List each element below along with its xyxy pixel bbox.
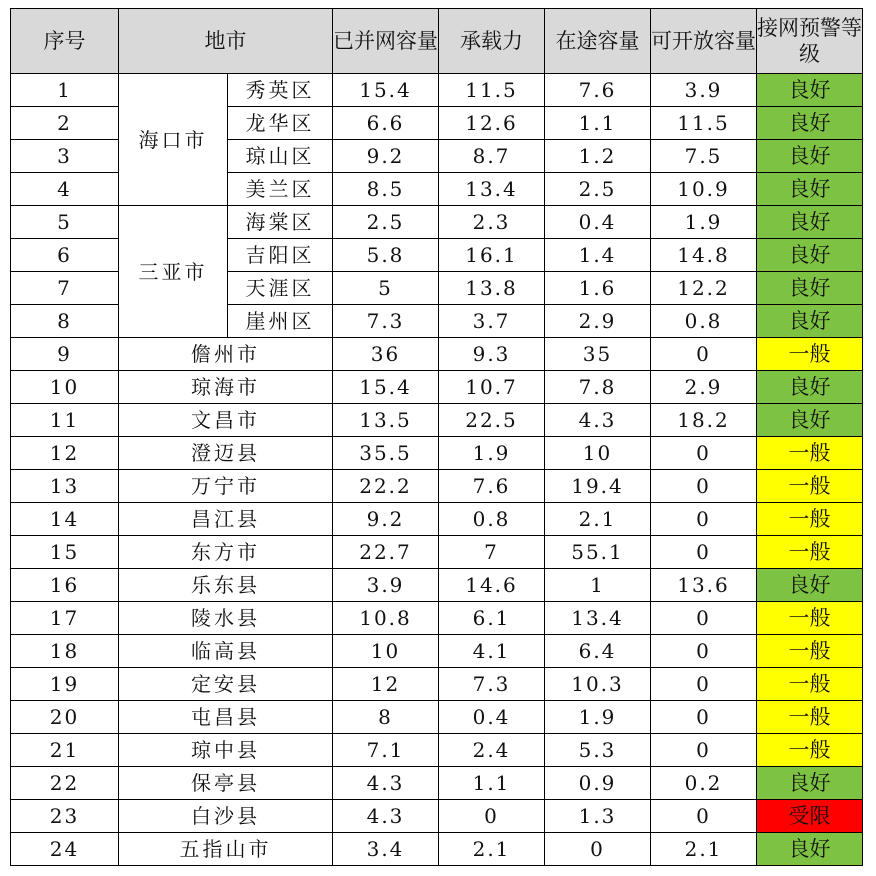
in-transit-cell: 1.9 <box>545 701 651 734</box>
region-cell: 琼海市 <box>119 371 333 404</box>
warning-level-cell: 良好 <box>757 206 863 239</box>
index-cell: 7 <box>11 272 119 305</box>
connected-cell: 22.7 <box>333 536 439 569</box>
in-transit-cell: 5.3 <box>545 734 651 767</box>
table-row <box>11 734 863 767</box>
available-cell: 0 <box>651 437 757 470</box>
index-cell: 10 <box>11 371 119 404</box>
district-cell: 龙华区 <box>228 107 333 140</box>
table-row <box>11 602 863 635</box>
table-row <box>11 404 863 437</box>
warning-level-cell: 一般 <box>757 668 863 701</box>
city-cell: 海口市 <box>119 74 228 206</box>
header-row <box>11 9 863 74</box>
region-cell: 白沙县 <box>119 800 333 833</box>
available-cell: 0 <box>651 503 757 536</box>
in-transit-cell: 55.1 <box>545 536 651 569</box>
index-cell: 22 <box>11 767 119 800</box>
in-transit-cell: 1.3 <box>545 800 651 833</box>
region-cell: 保亭县 <box>119 767 333 800</box>
connected-cell: 22.2 <box>333 470 439 503</box>
in-transit-cell: 13.4 <box>545 602 651 635</box>
in-transit-cell: 2.5 <box>545 173 651 206</box>
connected-cell: 6.6 <box>333 107 439 140</box>
capacity-cell: 1.1 <box>439 767 545 800</box>
available-cell: 1.9 <box>651 206 757 239</box>
warning-level-cell: 良好 <box>757 305 863 338</box>
warning-level-cell: 一般 <box>757 701 863 734</box>
connected-cell: 13.5 <box>333 404 439 437</box>
available-cell: 0 <box>651 602 757 635</box>
connected-cell: 5 <box>333 272 439 305</box>
index-cell: 15 <box>11 536 119 569</box>
capacity-cell: 10.7 <box>439 371 545 404</box>
capacity-cell: 7.3 <box>439 668 545 701</box>
available-cell: 7.5 <box>651 140 757 173</box>
in-transit-cell: 7.8 <box>545 371 651 404</box>
available-cell: 0 <box>651 668 757 701</box>
district-cell: 秀英区 <box>228 74 333 107</box>
connected-cell: 2.5 <box>333 206 439 239</box>
in-transit-cell: 7.6 <box>545 74 651 107</box>
region-cell: 乐东县 <box>119 569 333 602</box>
capacity-cell: 11.5 <box>439 74 545 107</box>
connected-cell: 12 <box>333 668 439 701</box>
index-cell: 16 <box>11 569 119 602</box>
capacity-cell: 1.9 <box>439 437 545 470</box>
capacity-cell: 14.6 <box>439 569 545 602</box>
table-row <box>11 767 863 800</box>
region-cell: 琼中县 <box>119 734 333 767</box>
region-cell: 五指山市 <box>119 833 333 866</box>
connected-cell: 10 <box>333 635 439 668</box>
connected-cell: 3.9 <box>333 569 439 602</box>
district-cell: 天涯区 <box>228 272 333 305</box>
header-warning-level: 接网预警等级 <box>757 9 863 74</box>
warning-level-cell: 一般 <box>757 635 863 668</box>
index-cell: 8 <box>11 305 119 338</box>
table-row <box>11 536 863 569</box>
index-cell: 23 <box>11 800 119 833</box>
header-index: 序号 <box>11 9 119 74</box>
table-row <box>11 371 863 404</box>
in-transit-cell: 6.4 <box>545 635 651 668</box>
in-transit-cell: 0 <box>545 833 651 866</box>
capacity-cell: 13.8 <box>439 272 545 305</box>
capacity-cell: 0 <box>439 800 545 833</box>
table-row <box>11 833 863 866</box>
warning-level-cell: 良好 <box>757 371 863 404</box>
index-cell: 18 <box>11 635 119 668</box>
connected-cell: 5.8 <box>333 239 439 272</box>
available-cell: 2.9 <box>651 371 757 404</box>
in-transit-cell: 2.9 <box>545 305 651 338</box>
table-row <box>11 503 863 536</box>
capacity-cell: 22.5 <box>439 404 545 437</box>
warning-level-cell: 良好 <box>757 272 863 305</box>
connected-cell: 8.5 <box>333 173 439 206</box>
available-cell: 2.1 <box>651 833 757 866</box>
warning-level-cell: 良好 <box>757 239 863 272</box>
in-transit-cell: 0.9 <box>545 767 651 800</box>
connected-cell: 7.3 <box>333 305 439 338</box>
available-cell: 0 <box>651 635 757 668</box>
capacity-cell: 13.4 <box>439 173 545 206</box>
header-available: 可开放容量 <box>651 9 757 74</box>
capacity-cell: 12.6 <box>439 107 545 140</box>
index-cell: 1 <box>11 74 119 107</box>
index-cell: 3 <box>11 140 119 173</box>
index-cell: 6 <box>11 239 119 272</box>
connected-cell: 9.2 <box>333 140 439 173</box>
available-cell: 0 <box>651 701 757 734</box>
capacity-cell: 9.3 <box>439 338 545 371</box>
capacity-cell: 7.6 <box>439 470 545 503</box>
index-cell: 12 <box>11 437 119 470</box>
city-cell: 三亚市 <box>119 206 228 338</box>
connected-cell: 7.1 <box>333 734 439 767</box>
in-transit-cell: 1.4 <box>545 239 651 272</box>
connected-cell: 4.3 <box>333 767 439 800</box>
index-cell: 14 <box>11 503 119 536</box>
grid-warning-table <box>10 8 863 866</box>
available-cell: 14.8 <box>651 239 757 272</box>
region-cell: 昌江县 <box>119 503 333 536</box>
table-row <box>11 470 863 503</box>
capacity-cell: 0.4 <box>439 701 545 734</box>
index-cell: 2 <box>11 107 119 140</box>
connected-cell: 8 <box>333 701 439 734</box>
capacity-cell: 0.8 <box>439 503 545 536</box>
capacity-cell: 6.1 <box>439 602 545 635</box>
in-transit-cell: 2.1 <box>545 503 651 536</box>
table-row <box>11 74 863 107</box>
available-cell: 0.2 <box>651 767 757 800</box>
capacity-cell: 2.3 <box>439 206 545 239</box>
available-cell: 12.2 <box>651 272 757 305</box>
available-cell: 11.5 <box>651 107 757 140</box>
header-region: 地市 <box>119 9 333 74</box>
warning-level-cell: 良好 <box>757 173 863 206</box>
warning-level-cell: 一般 <box>757 437 863 470</box>
index-cell: 24 <box>11 833 119 866</box>
warning-level-cell: 一般 <box>757 602 863 635</box>
warning-level-cell: 良好 <box>757 404 863 437</box>
region-cell: 澄迈县 <box>119 437 333 470</box>
connected-cell: 4.3 <box>333 800 439 833</box>
available-cell: 0 <box>651 470 757 503</box>
region-cell: 临高县 <box>119 635 333 668</box>
table-row <box>11 437 863 470</box>
district-cell: 吉阳区 <box>228 239 333 272</box>
table-row <box>11 668 863 701</box>
connected-cell: 10.8 <box>333 602 439 635</box>
table-row <box>11 338 863 371</box>
available-cell: 13.6 <box>651 569 757 602</box>
connected-cell: 3.4 <box>333 833 439 866</box>
in-transit-cell: 35 <box>545 338 651 371</box>
available-cell: 0 <box>651 338 757 371</box>
capacity-cell: 2.1 <box>439 833 545 866</box>
district-cell: 崖州区 <box>228 305 333 338</box>
connected-cell: 15.4 <box>333 74 439 107</box>
capacity-cell: 16.1 <box>439 239 545 272</box>
connected-cell: 15.4 <box>333 371 439 404</box>
warning-level-cell: 良好 <box>757 74 863 107</box>
table-row <box>11 569 863 602</box>
available-cell: 3.9 <box>651 74 757 107</box>
available-cell: 0 <box>651 800 757 833</box>
table-row <box>11 635 863 668</box>
warning-level-cell: 良好 <box>757 767 863 800</box>
in-transit-cell: 1.1 <box>545 107 651 140</box>
in-transit-cell: 4.3 <box>545 404 651 437</box>
capacity-cell: 3.7 <box>439 305 545 338</box>
available-cell: 18.2 <box>651 404 757 437</box>
warning-level-cell: 受限 <box>757 800 863 833</box>
available-cell: 0 <box>651 734 757 767</box>
district-cell: 琼山区 <box>228 140 333 173</box>
index-cell: 11 <box>11 404 119 437</box>
connected-cell: 9.2 <box>333 503 439 536</box>
index-cell: 9 <box>11 338 119 371</box>
index-cell: 4 <box>11 173 119 206</box>
warning-level-cell: 一般 <box>757 734 863 767</box>
header-capacity: 承载力 <box>439 9 545 74</box>
warning-level-cell: 一般 <box>757 338 863 371</box>
available-cell: 0 <box>651 536 757 569</box>
index-cell: 20 <box>11 701 119 734</box>
region-cell: 陵水县 <box>119 602 333 635</box>
in-transit-cell: 19.4 <box>545 470 651 503</box>
region-cell: 儋州市 <box>119 338 333 371</box>
region-cell: 东方市 <box>119 536 333 569</box>
warning-level-cell: 良好 <box>757 833 863 866</box>
index-cell: 5 <box>11 206 119 239</box>
table-row <box>11 206 863 239</box>
connected-cell: 36 <box>333 338 439 371</box>
capacity-cell: 8.7 <box>439 140 545 173</box>
region-cell: 万宁市 <box>119 470 333 503</box>
in-transit-cell: 1 <box>545 569 651 602</box>
index-cell: 17 <box>11 602 119 635</box>
connected-cell: 35.5 <box>333 437 439 470</box>
warning-level-cell: 良好 <box>757 107 863 140</box>
warning-level-cell: 良好 <box>757 569 863 602</box>
table-body <box>11 74 863 866</box>
warning-level-cell: 良好 <box>757 140 863 173</box>
warning-level-cell: 一般 <box>757 503 863 536</box>
in-transit-cell: 1.2 <box>545 140 651 173</box>
index-cell: 19 <box>11 668 119 701</box>
warning-level-cell: 一般 <box>757 470 863 503</box>
available-cell: 0.8 <box>651 305 757 338</box>
in-transit-cell: 10 <box>545 437 651 470</box>
capacity-cell: 4.1 <box>439 635 545 668</box>
in-transit-cell: 10.3 <box>545 668 651 701</box>
region-cell: 屯昌县 <box>119 701 333 734</box>
header-in-transit: 在途容量 <box>545 9 651 74</box>
warning-level-cell: 一般 <box>757 536 863 569</box>
table-row <box>11 800 863 833</box>
district-cell: 美兰区 <box>228 173 333 206</box>
index-cell: 21 <box>11 734 119 767</box>
available-cell: 10.9 <box>651 173 757 206</box>
index-cell: 13 <box>11 470 119 503</box>
header-connected: 已并网容量 <box>333 9 439 74</box>
capacity-cell: 7 <box>439 536 545 569</box>
district-cell: 海棠区 <box>228 206 333 239</box>
region-cell: 文昌市 <box>119 404 333 437</box>
table-row <box>11 701 863 734</box>
in-transit-cell: 1.6 <box>545 272 651 305</box>
capacity-cell: 2.4 <box>439 734 545 767</box>
in-transit-cell: 0.4 <box>545 206 651 239</box>
region-cell: 定安县 <box>119 668 333 701</box>
